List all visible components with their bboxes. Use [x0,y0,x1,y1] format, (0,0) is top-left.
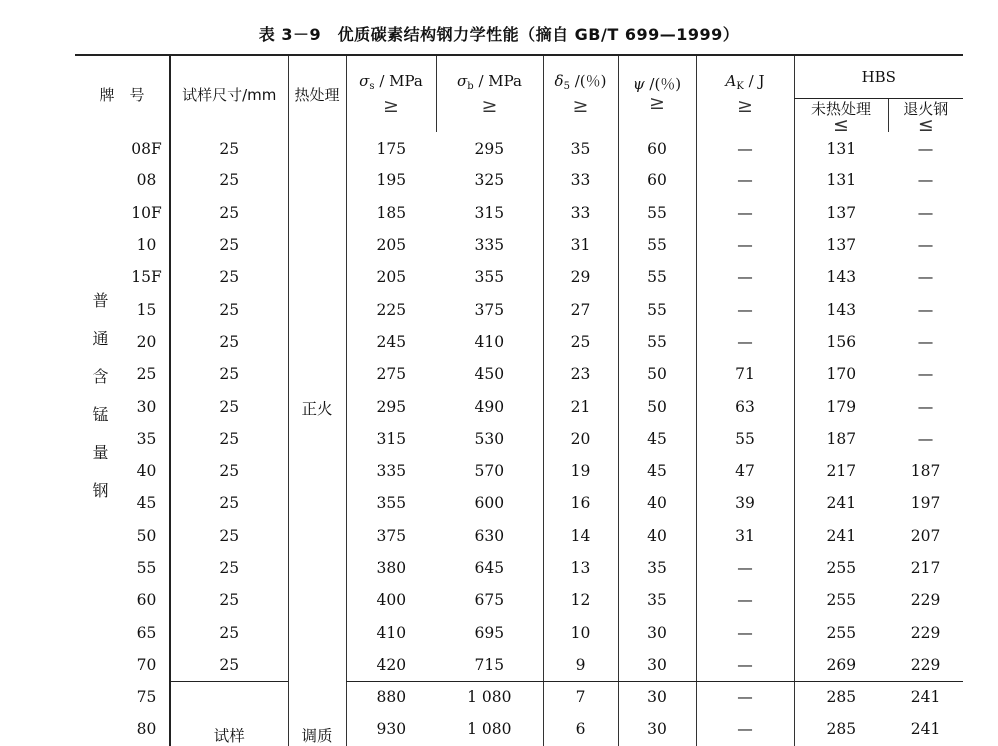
header-tensile-strength: $\sigma_b$ / MPa ≥ [436,55,543,132]
reduction-of-area-cell: 50 [618,390,696,422]
hbs-annealed-cell: 229 [910,623,941,642]
hbs-annealed-cell: — [917,397,934,416]
group-label-text: 普通含锰量钢 [90,291,109,520]
table-row [75,681,963,713]
sample-size-cell: 25 [170,197,288,229]
yield-strength-cell: 245 [346,326,436,358]
table-row [75,649,963,681]
sample-size-cell: 25 [170,293,288,325]
hbs-untreated-cell: 255 [794,616,888,648]
sample-size-cell: 25 [170,649,288,681]
table-body [75,132,963,746]
reduction-of-area-cell: 30 [618,649,696,681]
grade-cell: 25 [136,365,157,384]
impact-energy-cell: — [696,132,794,164]
hbs-untreated-cell: 143 [794,261,888,293]
hbs-annealed-cell: 187 [910,462,941,481]
elongation-cell: 31 [543,229,618,261]
sample-size-cell: 25 [170,455,288,487]
geq-sign: ≥ [383,95,399,117]
sample-size-cell: 25 [170,358,288,390]
yield-strength-cell: 420 [346,649,436,681]
grade-cell: 15 [136,300,157,319]
reduction-of-area-cell: 30 [618,616,696,648]
hbs-annealed-cell: 217 [910,559,941,577]
impact-energy-cell: — [696,229,794,261]
tensile-strength-cell: 1 080 [467,720,512,739]
sample-size-cell: 25 [170,552,288,584]
tensile-strength-cell: 630 [474,526,505,545]
yield-strength-cell: 380 [346,552,436,584]
table-caption: 表 3－9 优质碳素结构钢力学性能（摘自 GB/T 699—1999） [258,25,740,44]
elongation-cell: 33 [543,164,618,196]
table-row [75,455,963,487]
tensile-strength-cell: 335 [474,236,505,255]
grade-cell: 45 [136,494,157,513]
table-row [75,487,963,519]
elongation-cell: 7 [543,681,618,713]
grade-cell: 80 [136,720,157,739]
yield-strength-cell: 355 [346,487,436,519]
tensile-strength-cell: 1 080 [467,688,512,707]
table-row [75,616,963,648]
table-row [75,423,963,455]
yield-strength-cell: 195 [346,164,436,196]
tensile-strength-cell: 695 [474,623,505,642]
impact-energy-cell: 39 [696,487,794,519]
yield-strength-cell: 175 [346,132,436,164]
hbs-annealed-cell: — [917,140,934,159]
elongation-cell: 20 [543,423,618,455]
sample-size-cell: 25 [170,423,288,455]
impact-energy-cell: — [696,261,794,293]
reduction-of-area-cell: 40 [618,520,696,552]
tensile-strength-cell: 600 [474,494,505,513]
tensile-strength-cell: 315 [474,203,505,222]
reduction-of-area-cell: 45 [618,455,696,487]
reduction-of-area-cell: 55 [618,229,696,261]
elongation-cell: 13 [543,552,618,584]
grade-cell: 30 [136,397,157,416]
hbs-untreated-cell: 285 [794,713,888,745]
table-row [75,520,963,552]
impact-energy-cell: — [696,649,794,681]
elongation-cell: 21 [543,390,618,422]
table-row [75,197,963,229]
yield-strength-cell: 410 [346,616,436,648]
header-hbs-untreated: 未热处理 ≤ [794,99,888,133]
grade-cell: 08 [136,171,157,190]
hbs-annealed-cell: — [917,300,934,319]
group-label [75,681,124,746]
sample-size-cell: 25 [170,132,288,164]
hbs-untreated-cell: 170 [794,358,888,390]
tensile-strength-cell: 645 [474,559,505,577]
grade-cell: 65 [136,623,157,642]
reduction-of-area-cell: 60 [618,164,696,196]
impact-energy-cell: — [696,713,794,745]
sample-size-cell: 25 [170,520,288,552]
leq-sign: ≤ [917,113,934,132]
table-row [75,326,963,358]
elongation-cell: 6 [543,713,618,745]
hbs-untreated-cell: 255 [794,584,888,616]
tensile-strength-cell: 450 [474,365,505,384]
grade-cell: 20 [136,332,157,351]
sample-size-cell: 25 [170,390,288,422]
hbs-annealed-cell: 229 [910,591,941,610]
sample-size-cell: 25 [170,164,288,196]
elongation-cell: 19 [543,455,618,487]
grade-cell: 70 [136,655,157,674]
header-reduction-of-area: ψ /(％) ≥ [618,55,696,132]
impact-energy-cell: 71 [696,358,794,390]
yield-strength-cell: 225 [346,293,436,325]
tensile-strength-cell: 295 [474,140,505,159]
sample-size-cell: 25 [170,229,288,261]
mechanical-properties-table [75,54,963,746]
yield-strength-cell: 400 [346,584,436,616]
hbs-untreated-cell: 241 [794,520,888,552]
hbs-untreated-cell: 255 [794,552,888,584]
sample-size-cell: 25 [170,261,288,293]
table-row [75,132,963,164]
impact-energy-cell: — [696,164,794,196]
impact-energy-cell: 31 [696,520,794,552]
hbs-untreated-cell: 285 [794,681,888,713]
tensile-strength-cell: 530 [474,429,505,448]
elongation-cell: 12 [543,584,618,616]
header-elongation: $\delta_5$ /(％) ≥ [543,55,618,132]
table-row [75,552,963,584]
grade-cell: 10F [131,203,162,222]
grade-cell: 75 [136,688,157,707]
impact-energy-cell: 63 [696,390,794,422]
heat-treatment-cell: 调质 [288,681,346,746]
table-row [75,261,963,293]
reduction-of-area-cell: 30 [618,713,696,745]
grade-cell: 15F [131,268,162,287]
hbs-untreated-cell: 156 [794,326,888,358]
grade-cell: 60 [136,591,157,610]
grade-cell: 35 [136,429,157,448]
hbs-annealed-cell: 241 [910,720,941,739]
hbs-untreated-cell: 187 [794,423,888,455]
yield-strength-cell: 295 [346,390,436,422]
impact-energy-cell: — [696,681,794,713]
elongation-cell: 10 [543,616,618,648]
impact-energy-cell: — [696,584,794,616]
group-label [75,132,124,681]
reduction-of-area-cell: 60 [618,132,696,164]
hbs-annealed-cell: — [917,429,934,448]
yield-strength-cell: 205 [346,229,436,261]
heat-treatment-cell: 正火 [288,132,346,681]
elongation-cell: 25 [543,326,618,358]
hbs-untreated-cell: 131 [794,164,888,196]
header-grade: 牌 号 [99,85,145,104]
header-heat-treatment: 热处理 [288,55,346,132]
hbs-untreated-cell: 217 [794,455,888,487]
reduction-of-area-cell: 45 [618,423,696,455]
yield-strength-cell: 205 [346,261,436,293]
grade-cell: 08F [131,140,162,159]
tensile-strength-cell: 325 [474,171,505,190]
reduction-of-area-cell: 35 [618,584,696,616]
hbs-untreated-cell: 179 [794,390,888,422]
header-sample-size: 试样尺寸/mm [170,55,288,132]
elongation-cell: 27 [543,293,618,325]
hbs-annealed-cell: — [917,332,934,351]
header-impact-energy: $A_K$ / J ≥ [696,55,794,132]
hbs-untreated-cell: 143 [794,293,888,325]
hbs-untreated-cell: 241 [794,487,888,519]
hbs-annealed-cell: 241 [910,688,941,707]
yield-strength-cell: 185 [346,197,436,229]
hbs-annealed-cell: — [917,236,934,255]
reduction-of-area-cell: 40 [618,487,696,519]
header-yield-strength: $\sigma_s$ / MPa ≥ [346,55,436,132]
impact-energy-cell: — [696,293,794,325]
header-hbs-annealed: 退火钢 ≤ [888,99,963,133]
elongation-cell: 14 [543,520,618,552]
reduction-of-area-cell: 55 [618,197,696,229]
impact-energy-cell: — [696,616,794,648]
elongation-cell: 23 [543,358,618,390]
reduction-of-area-cell: 55 [618,326,696,358]
hbs-annealed-cell: 207 [910,526,941,545]
reduction-of-area-cell: 50 [618,358,696,390]
tensile-strength-cell: 715 [436,649,543,681]
hbs-annealed-cell: 197 [910,494,941,513]
sample-size-cell: 25 [170,487,288,519]
yield-strength-cell: 930 [346,713,436,745]
tensile-strength-cell: 570 [474,462,505,481]
hbs-annealed-cell: — [917,365,934,384]
hbs-untreated-cell: 131 [794,132,888,164]
table-row [75,229,963,261]
impact-energy-cell: 47 [696,455,794,487]
yield-strength-cell: 335 [346,455,436,487]
grade-cell: 10 [136,236,157,255]
geq-sign: ≥ [572,95,589,117]
grade-cell: 50 [136,526,157,545]
sample-size-cell: 25 [170,326,288,358]
grade-cell: 55 [136,559,157,577]
yield-strength-cell: 275 [346,358,436,390]
geq-sign: ≥ [737,95,753,117]
yield-strength-cell: 880 [346,681,436,713]
hbs-untreated-cell: 137 [794,197,888,229]
tensile-strength-cell: 490 [474,397,505,416]
table-row [75,293,963,325]
yield-strength-cell: 315 [346,423,436,455]
yield-strength-cell: 375 [346,520,436,552]
header-hbs: HBS [794,55,963,99]
hbs-untreated-cell: 137 [794,229,888,261]
leq-sign: ≤ [833,113,849,132]
hbs-untreated-cell: 269 [794,649,888,681]
hbs-annealed-cell: — [917,203,934,222]
reduction-of-area-cell: 35 [618,552,696,584]
sample-size-cell: 25 [170,584,288,616]
grade-cell: 40 [136,462,157,481]
sample-size-cell: 试样 [170,681,288,746]
table-row [75,164,963,196]
elongation-cell: 35 [543,132,618,164]
hbs-annealed-cell: 229 [888,649,963,681]
tensile-strength-cell: 355 [474,268,505,287]
reduction-of-area-cell: 55 [618,261,696,293]
table-row [75,358,963,390]
elongation-cell: 29 [543,261,618,293]
tensile-strength-cell: 410 [474,332,505,351]
impact-energy-cell: 55 [696,423,794,455]
hbs-annealed-cell: — [917,268,934,287]
elongation-cell: 33 [543,197,618,229]
impact-energy-cell: — [696,326,794,358]
impact-energy-cell: — [696,552,794,584]
hbs-annealed-cell: — [917,171,934,190]
table-row [75,584,963,616]
tensile-strength-cell: 375 [474,300,505,319]
table-row [75,390,963,422]
elongation-cell: 9 [543,649,618,681]
impact-energy-cell: — [696,197,794,229]
sample-size-cell: 25 [170,616,288,648]
geq-sign: ≥ [481,95,498,117]
reduction-of-area-cell: 55 [618,293,696,325]
tensile-strength-cell: 675 [474,591,505,610]
geq-sign: ≥ [649,92,665,114]
reduction-of-area-cell: 30 [618,681,696,713]
elongation-cell: 16 [543,487,618,519]
